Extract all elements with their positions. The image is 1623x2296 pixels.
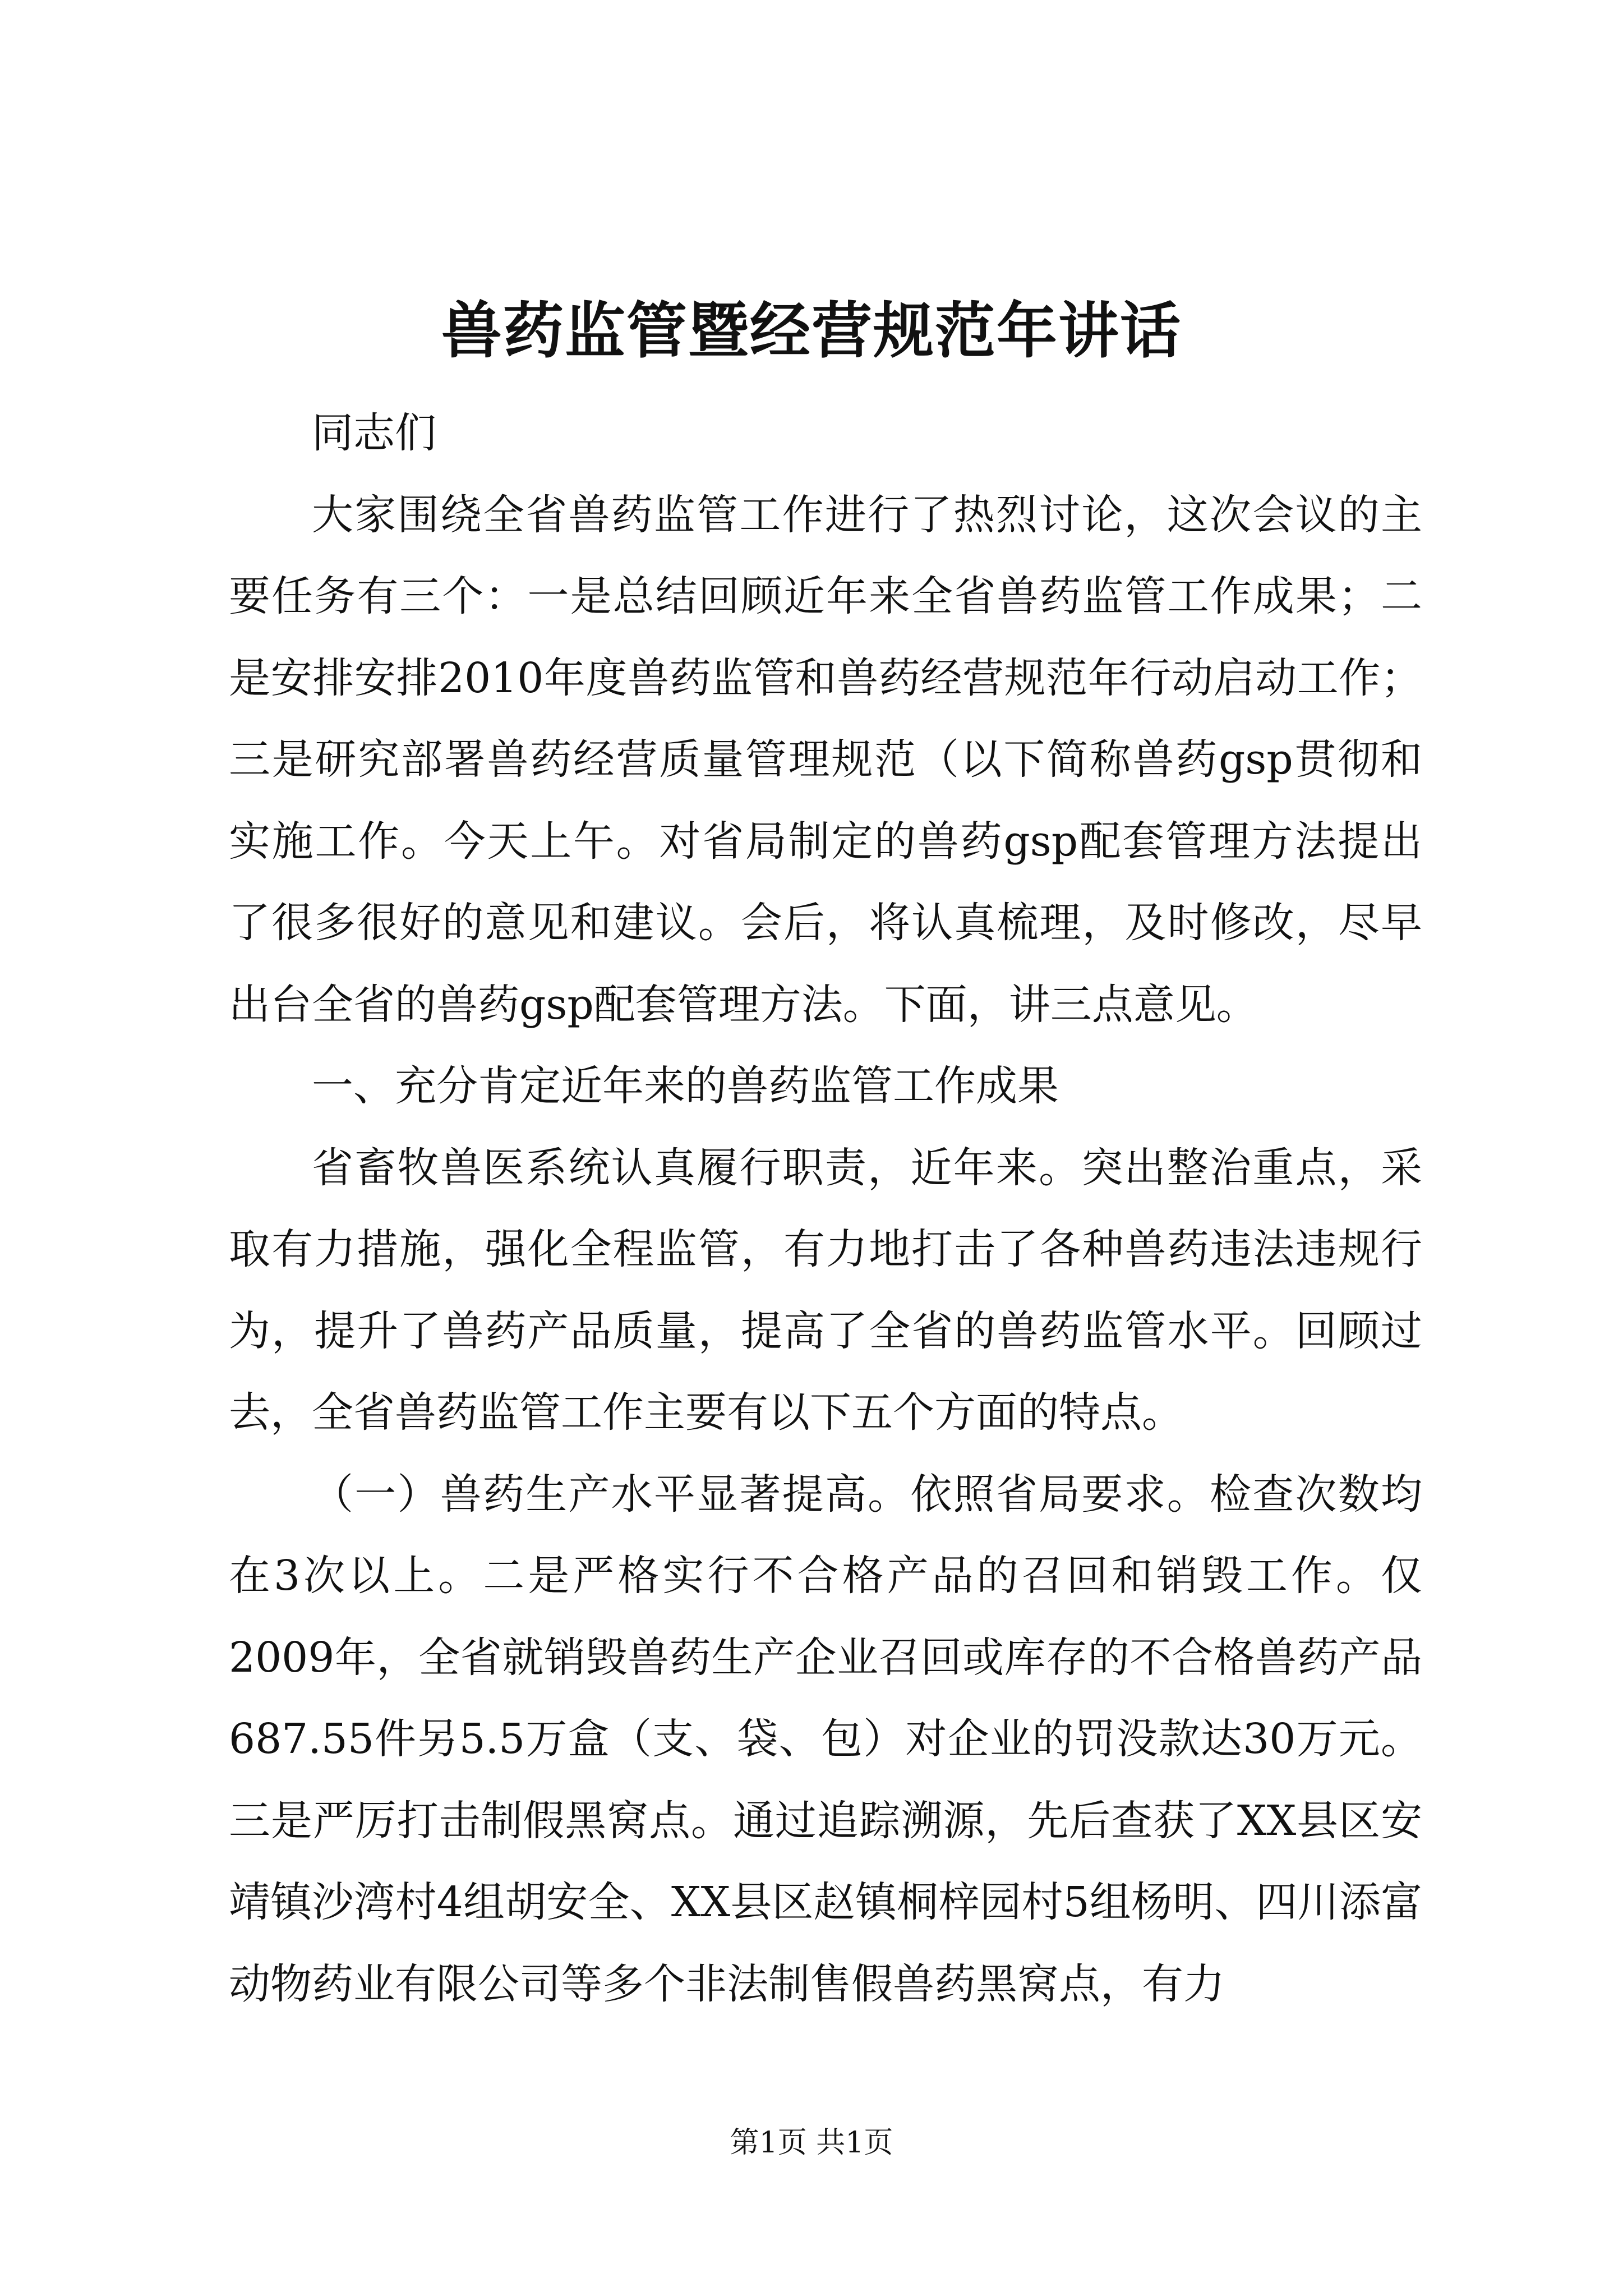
body-paragraph: 省畜牧兽医系统认真履行职责，近年来。突出整治重点，采取有力措施，强化全程监管，有力地打击了各种兽药违法违规行为，提升了兽药产品质量，提高了全省的兽药监管水平。回顾过去，全省兽药监管工作主要有以下五个方面的特点。 (229, 1143, 1422, 1437)
body-paragraph: 大家围绕全省兽药监管工作进行了热烈讨论，这次会议的主要任务有三个：一是总结回顾近年来全省兽药监管工作成果；二是安排安排2010年度兽药监管和兽药经营规范年行动启动工作；三是研究部署兽药经营质量管理规范（以下简称兽药gsp贯彻和实施工作。今天上午。对省局制定的兽药gsp配套管理方法提出了很多很好的意见和建议。会后，将认真梳理，及时修改，尽早出台全省的兽药gsp配套管理方法。下面，讲三点意见。 (229, 490, 1422, 1029)
salutation: 同志们 (312, 409, 436, 457)
document-title: 兽药监管暨经营规范年讲话 (441, 296, 1182, 366)
document-body (229, 393, 1422, 2025)
section-heading: 一、充分肯定近年来的兽药监管工作成果 (312, 1062, 1059, 1110)
page-number-footer: 第1页 共1页 (730, 2126, 893, 2160)
body-paragraph: （一）兽药生产水平显著提高。依照省局要求。检查次数均在3次以上。二是严格实行不合格产品的召回和销毁工作。仅2009年，全省就销毁兽药生产企业召回或库存的不合格兽药产品687.55件另5.5万盒（支、袋、包）对企业的罚没款达30万元。三是严厉打击制假黑窝点。通过追踪溯源，先后查获了XX县区安靖镇沙湾村4组胡安全、XX县区赵镇桐梓园村5组杨明、四川添富动物药业有限公司等多个非法制售假兽药黑窝点，有力 (229, 1470, 1422, 2008)
